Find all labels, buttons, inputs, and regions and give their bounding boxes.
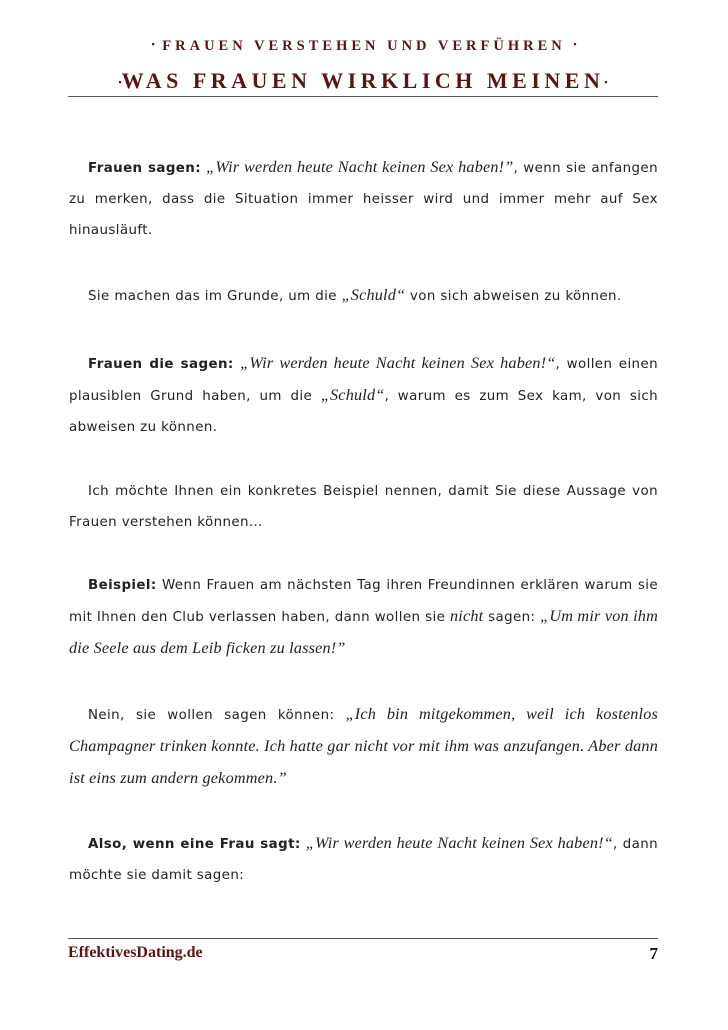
paragraph-text: , warum es zum Sex kam, von sich abweisen zu können. [69,389,658,435]
paragraph-7 [69,828,658,891]
paragraph-text: Ich möchte Ihnen ein konkretes Beispiel nennen, damit Sie diese Aussage von Frauen verstehen können… [69,484,658,530]
book-title: FRAUEN VERSTEHEN UND VERFÜHREN [162,38,566,54]
quote: „Wir werden heute Nacht keinen Sex haben!“ [305,834,613,852]
paragraph-label: Frauen sagen: [88,161,201,176]
paragraph-text: Nein, sie wollen sagen können: [88,708,346,723]
paragraph-5 [69,570,658,665]
bullet-icon: ▪ [151,39,155,49]
paragraph-label: Also, wenn eine Frau sagt: [88,837,301,852]
paragraph-3 [69,348,658,443]
paragraph-text: , wenn sie anfangen zu merken, dass die Situation immer heisser wird und immer mehr auf Sex hinausläuft. [69,161,658,238]
quote: „Ich bin mitgekommen, weil ich kostenlos Champagner trinken konnte. Ich hatte gar nicht vor mit ihm was anzufangen. Aber dann ist eins zum andern gekommen.” [69,705,658,787]
page-number: 7 [649,944,658,963]
quote: „Schuld“ [320,386,385,404]
quote: „Wir werden heute Nacht keinen Sex haben!“ [240,354,556,372]
running-header [0,38,728,55]
paragraph-label: Frauen die sagen: [88,357,234,372]
bullet-icon: ▪ [604,77,608,87]
footer-divider [68,938,658,939]
paragraph-6 [69,699,658,795]
quote: „Schuld“ [341,286,406,304]
paragraph-text: von sich abweisen zu können. [405,289,622,304]
header-divider [68,96,658,97]
emphasis: nicht [450,607,484,625]
paragraph-label: Beispiel: [88,578,157,593]
footer-site-name: EffektivesDating.de [68,944,203,961]
paragraph-1 [69,152,658,246]
bullet-icon: ▪ [118,77,122,87]
paragraph-2 [69,280,658,312]
paragraph-text: sagen: [483,610,541,625]
quote: „Wir werden heute Nacht keinen Sex haben!” [206,158,514,176]
paragraph-text: Wenn Frauen am nächsten Tag ihren Freundinnen erklären warum sie mit Ihnen den Club verlassen haben, dann wollen sie [69,578,658,625]
bullet-icon: ▪ [573,39,577,49]
paragraph-4 [69,476,658,538]
chapter-title [68,68,658,94]
paragraph-text: , dann möchte sie damit sagen: [69,837,658,883]
quote: „Um mir von ihm die Seele aus dem Leib ficken zu lassen!” [69,607,658,657]
paragraph-text: , wollen einen plausiblen Grund haben, um die [69,357,658,404]
chapter-title-text: WAS FRAUEN WIRKLICH MEINEN [121,68,605,93]
paragraph-text: Sie machen das im Grunde, um die [88,289,342,304]
